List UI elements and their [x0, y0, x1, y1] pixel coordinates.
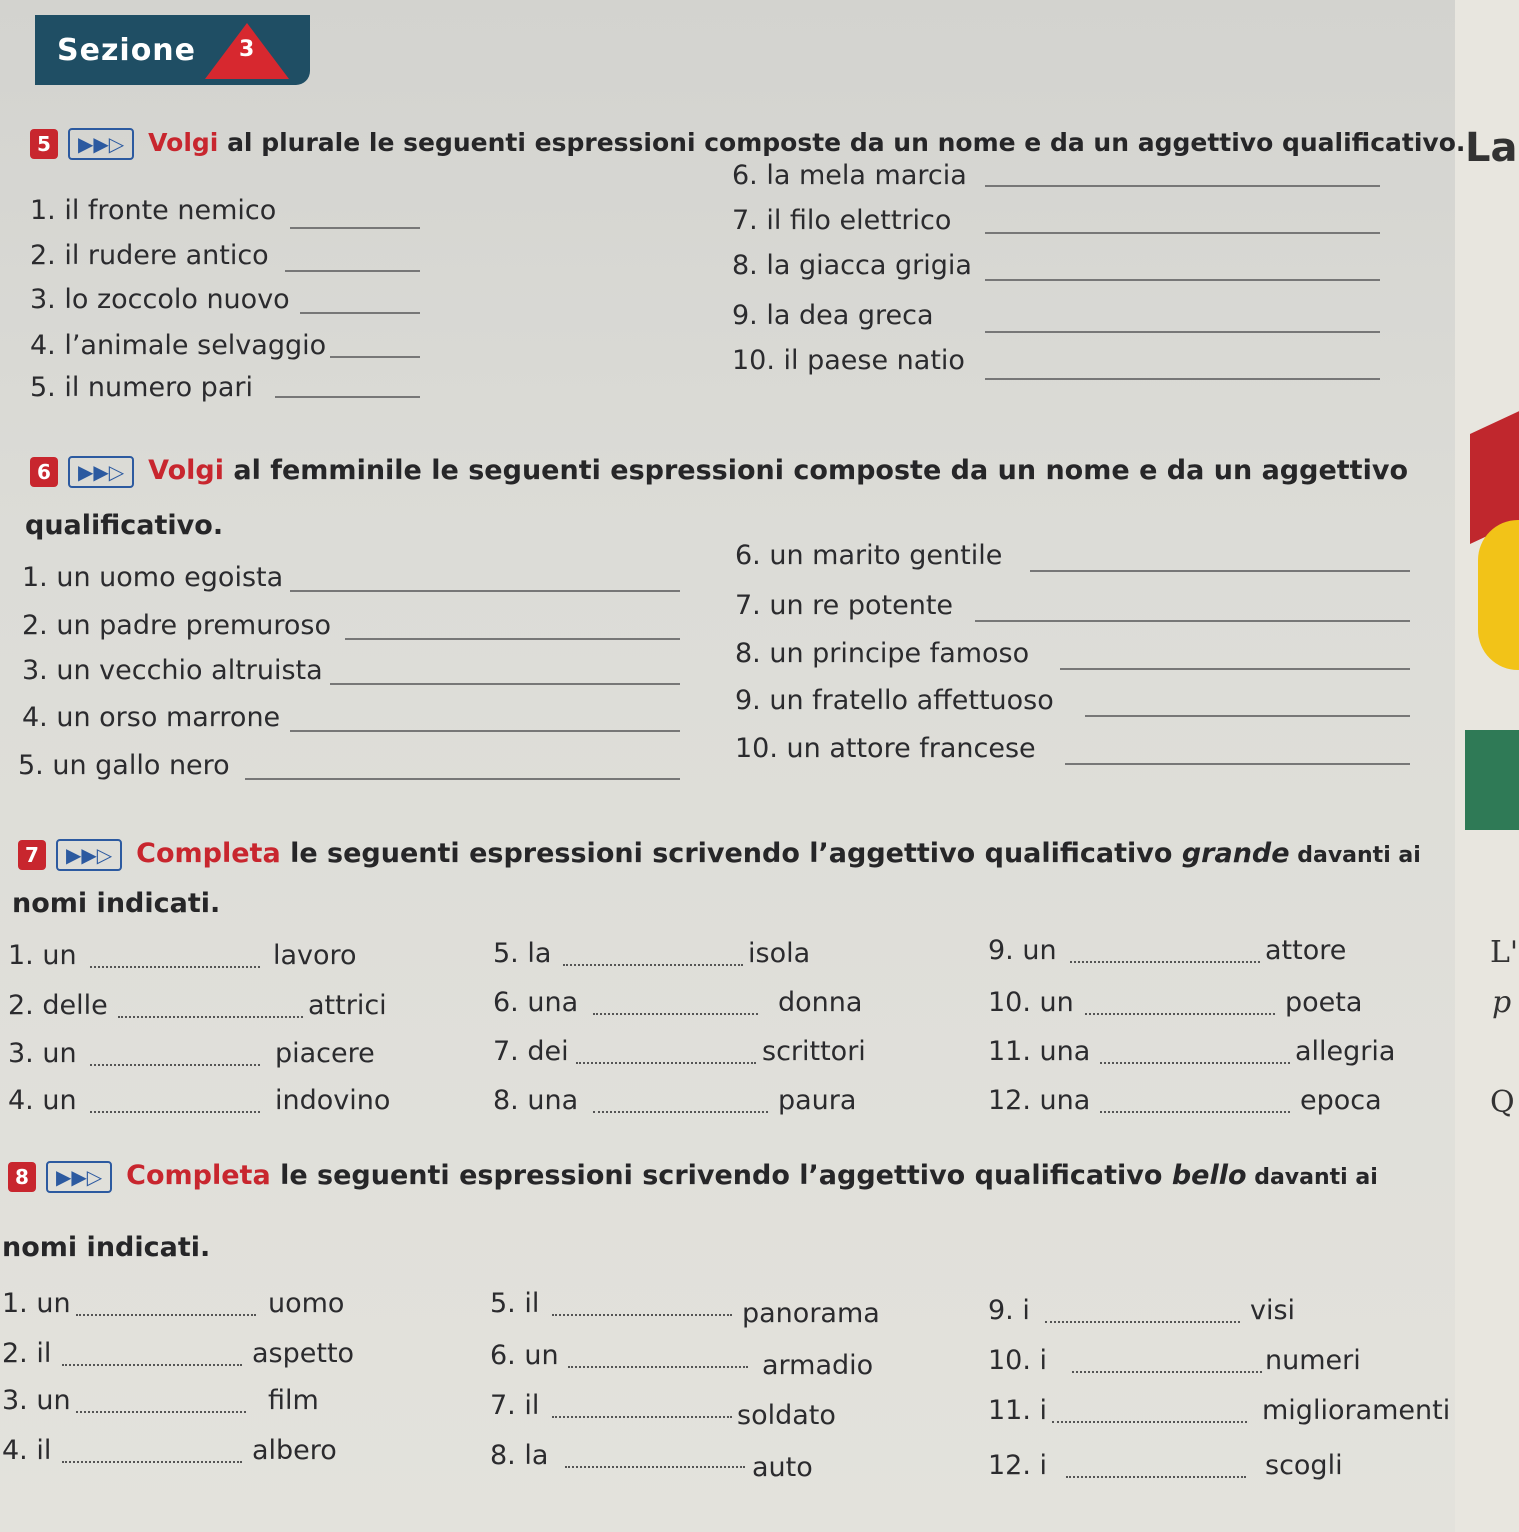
item-number: 10. un: [988, 987, 1074, 1018]
answer-blank[interactable]: [985, 378, 1380, 380]
item-number: 8. una: [493, 1085, 579, 1116]
item-number: 7. dei: [493, 1036, 569, 1067]
item-number: 8. la: [490, 1440, 549, 1471]
list-item: 1. il fronte nemico: [30, 195, 277, 226]
item-number: 5. il: [490, 1288, 540, 1319]
instruction-continuation: nomi indicati.: [12, 888, 221, 919]
facing-page-text: p: [1492, 985, 1512, 1020]
answer-blank[interactable]: [330, 683, 680, 685]
item-number: 6. una: [493, 987, 579, 1018]
answer-blank[interactable]: [1060, 668, 1410, 670]
item-number: 11. i: [988, 1395, 1048, 1426]
item-number: 3. un: [2, 1385, 71, 1416]
item-noun: film: [268, 1385, 319, 1416]
instruction-text: le seguenti espressioni scrivendo l’aggettivo qualificativo: [270, 1160, 1172, 1191]
answer-blank[interactable]: [118, 1016, 303, 1018]
list-item: 6. la mela marcia: [732, 160, 967, 191]
item-noun: poeta: [1285, 987, 1363, 1018]
answer-blank[interactable]: [1085, 1013, 1275, 1015]
item-number: 6. un: [490, 1340, 559, 1371]
answer-blank[interactable]: [1100, 1062, 1290, 1064]
answer-blank[interactable]: [76, 1314, 256, 1316]
instruction-continuation: qualificativo.: [25, 510, 224, 541]
difficulty-arrows-icon: ▶▶▷: [68, 128, 134, 160]
exercise-number-badge: 8: [8, 1162, 36, 1192]
answer-blank[interactable]: [975, 620, 1410, 622]
answer-blank[interactable]: [76, 1411, 246, 1413]
instruction-keyword: grande: [1181, 838, 1290, 869]
list-item: 9. un fratello affettuoso: [735, 685, 1054, 716]
list-item: 9. la dea greca: [732, 300, 934, 331]
list-item: 7. il filo elettrico: [732, 205, 952, 236]
answer-blank[interactable]: [62, 1461, 242, 1463]
item-number: 5. la: [493, 938, 552, 969]
item-noun: lavoro: [273, 940, 357, 971]
answer-blank[interactable]: [565, 1466, 745, 1468]
instruction-continuation: nomi indicati.: [2, 1232, 211, 1263]
decorative-yellow-shape: [1478, 520, 1519, 670]
item-number: 11. una: [988, 1036, 1091, 1067]
item-noun: indovino: [275, 1085, 391, 1116]
answer-blank[interactable]: [593, 1111, 768, 1113]
facing-page-title: La: [1465, 125, 1518, 171]
answer-blank[interactable]: [552, 1416, 732, 1418]
answer-blank[interactable]: [330, 356, 420, 358]
instruction-verb: Volgi: [148, 455, 224, 486]
answer-blank[interactable]: [985, 331, 1380, 333]
answer-blank[interactable]: [563, 964, 743, 966]
difficulty-arrows-icon: ▶▶▷: [68, 456, 134, 488]
answer-blank[interactable]: [90, 1064, 260, 1066]
item-noun: visi: [1250, 1295, 1296, 1326]
item-number: 1. un: [2, 1288, 71, 1319]
list-item: 3. lo zoccolo nuovo: [30, 284, 290, 315]
item-noun: auto: [752, 1452, 813, 1483]
answer-blank[interactable]: [593, 1013, 758, 1015]
list-item: 5. un gallo nero: [18, 750, 230, 781]
answer-blank[interactable]: [290, 227, 420, 229]
list-item: 4. l’animale selvaggio: [30, 330, 327, 361]
instruction-text-end: davanti ai: [1289, 843, 1421, 868]
list-item: 2. il rudere antico: [30, 240, 269, 271]
answer-blank[interactable]: [1045, 1321, 1240, 1323]
instruction-text-end: davanti ai: [1246, 1165, 1378, 1190]
answer-blank[interactable]: [1085, 715, 1410, 717]
item-noun: panorama: [742, 1298, 880, 1329]
item-noun: isola: [748, 938, 811, 969]
item-number: 7. il: [490, 1390, 540, 1421]
list-item: 10. un attore francese: [735, 733, 1036, 764]
item-noun: miglioramenti: [1262, 1395, 1451, 1426]
list-item: 4. un orso marrone: [22, 702, 281, 733]
item-noun: uomo: [268, 1288, 345, 1319]
item-number: 9. i: [988, 1295, 1030, 1326]
list-item: 7. un re potente: [735, 590, 954, 621]
answer-blank[interactable]: [300, 312, 420, 314]
list-item: 5. il numero pari: [30, 372, 253, 403]
item-number: 9. un: [988, 935, 1057, 966]
answer-blank[interactable]: [1100, 1111, 1290, 1113]
answer-blank[interactable]: [90, 966, 260, 968]
exercise-7-heading: [18, 838, 1421, 871]
list-item: 10. il paese natio: [732, 345, 965, 376]
item-noun: scrittori: [762, 1036, 866, 1067]
item-noun: armadio: [762, 1350, 874, 1381]
item-noun: albero: [252, 1435, 337, 1466]
item-noun: paura: [778, 1085, 857, 1116]
decorative-green-band: [1465, 730, 1519, 830]
item-number: 2. delle: [8, 990, 108, 1021]
difficulty-arrows-icon: ▶▶▷: [56, 839, 122, 871]
exercise-number-badge: 5: [30, 129, 58, 159]
item-number: 4. un: [8, 1085, 77, 1116]
exercise-number-badge: 6: [30, 457, 58, 487]
facing-page-text: L': [1490, 935, 1519, 970]
list-item: 8. un principe famoso: [735, 638, 1030, 669]
item-noun: piacere: [275, 1038, 375, 1069]
list-item: 2. un padre premuroso: [22, 610, 331, 641]
section-number: 3: [239, 37, 255, 62]
section-tab: [35, 15, 310, 85]
answer-blank[interactable]: [345, 638, 680, 640]
list-item: 8. la giacca grigia: [732, 250, 972, 281]
instruction-keyword: bello: [1171, 1160, 1247, 1191]
answer-blank[interactable]: [275, 396, 420, 398]
answer-blank[interactable]: [62, 1364, 242, 1366]
answer-blank[interactable]: [285, 270, 420, 272]
item-noun: soldato: [737, 1400, 836, 1431]
list-item: 6. un marito gentile: [735, 540, 1003, 571]
answer-blank[interactable]: [1052, 1421, 1247, 1423]
instruction-verb: Completa: [136, 838, 281, 869]
item-noun: scogli: [1265, 1450, 1343, 1481]
item-noun: numeri: [1265, 1345, 1361, 1376]
item-noun: attrici: [308, 990, 387, 1021]
answer-blank[interactable]: [1066, 1476, 1246, 1478]
item-number: 10. i: [988, 1345, 1048, 1376]
answer-blank[interactable]: [985, 232, 1380, 234]
item-noun: allegria: [1295, 1036, 1396, 1067]
answer-blank[interactable]: [985, 279, 1380, 281]
item-number: 3. un: [8, 1038, 77, 1069]
answer-blank[interactable]: [290, 590, 680, 592]
instruction-text: al femminile le seguenti espressioni composte da un nome e da un aggettivo: [223, 455, 1408, 486]
item-noun: aspetto: [252, 1338, 355, 1369]
item-noun: attore: [1265, 935, 1347, 966]
answer-blank[interactable]: [985, 185, 1380, 187]
answer-blank[interactable]: [1065, 763, 1410, 765]
item-number: 12. una: [988, 1085, 1091, 1116]
exercise-5-heading: [30, 128, 1465, 160]
instruction-verb: Completa: [126, 1160, 271, 1191]
answer-blank[interactable]: [290, 730, 680, 732]
answer-blank[interactable]: [1030, 570, 1410, 572]
exercise-number-badge: 7: [18, 840, 46, 870]
difficulty-arrows-icon: ▶▶▷: [46, 1161, 112, 1193]
item-number: 4. il: [2, 1435, 52, 1466]
answer-blank[interactable]: [1070, 961, 1260, 963]
item-noun: donna: [778, 987, 863, 1018]
item-number: 1. un: [8, 940, 77, 971]
exercise-6-heading: [30, 455, 1408, 488]
facing-page-text: Q: [1490, 1085, 1515, 1120]
exercise-8-heading: [8, 1160, 1378, 1193]
answer-blank[interactable]: [90, 1111, 260, 1113]
answer-blank[interactable]: [576, 1062, 756, 1064]
item-number: 12. i: [988, 1450, 1048, 1481]
answer-blank[interactable]: [552, 1314, 732, 1316]
answer-blank[interactable]: [568, 1366, 748, 1368]
item-number: 2. il: [2, 1338, 52, 1369]
section-label: Sezione: [57, 33, 197, 68]
instruction-text: le seguenti espressioni scrivendo l’aggettivo qualificativo: [280, 838, 1182, 869]
instruction-verb: Volgi: [148, 128, 219, 157]
answer-blank[interactable]: [1072, 1371, 1262, 1373]
item-noun: epoca: [1300, 1085, 1382, 1116]
instruction-text: al plurale le seguenti espressioni composte da un nome e da un aggettivo qualificativo.: [218, 128, 1466, 157]
answer-blank[interactable]: [245, 778, 680, 780]
list-item: 1. un uomo egoista: [22, 562, 284, 593]
list-item: 3. un vecchio altruista: [22, 655, 323, 686]
